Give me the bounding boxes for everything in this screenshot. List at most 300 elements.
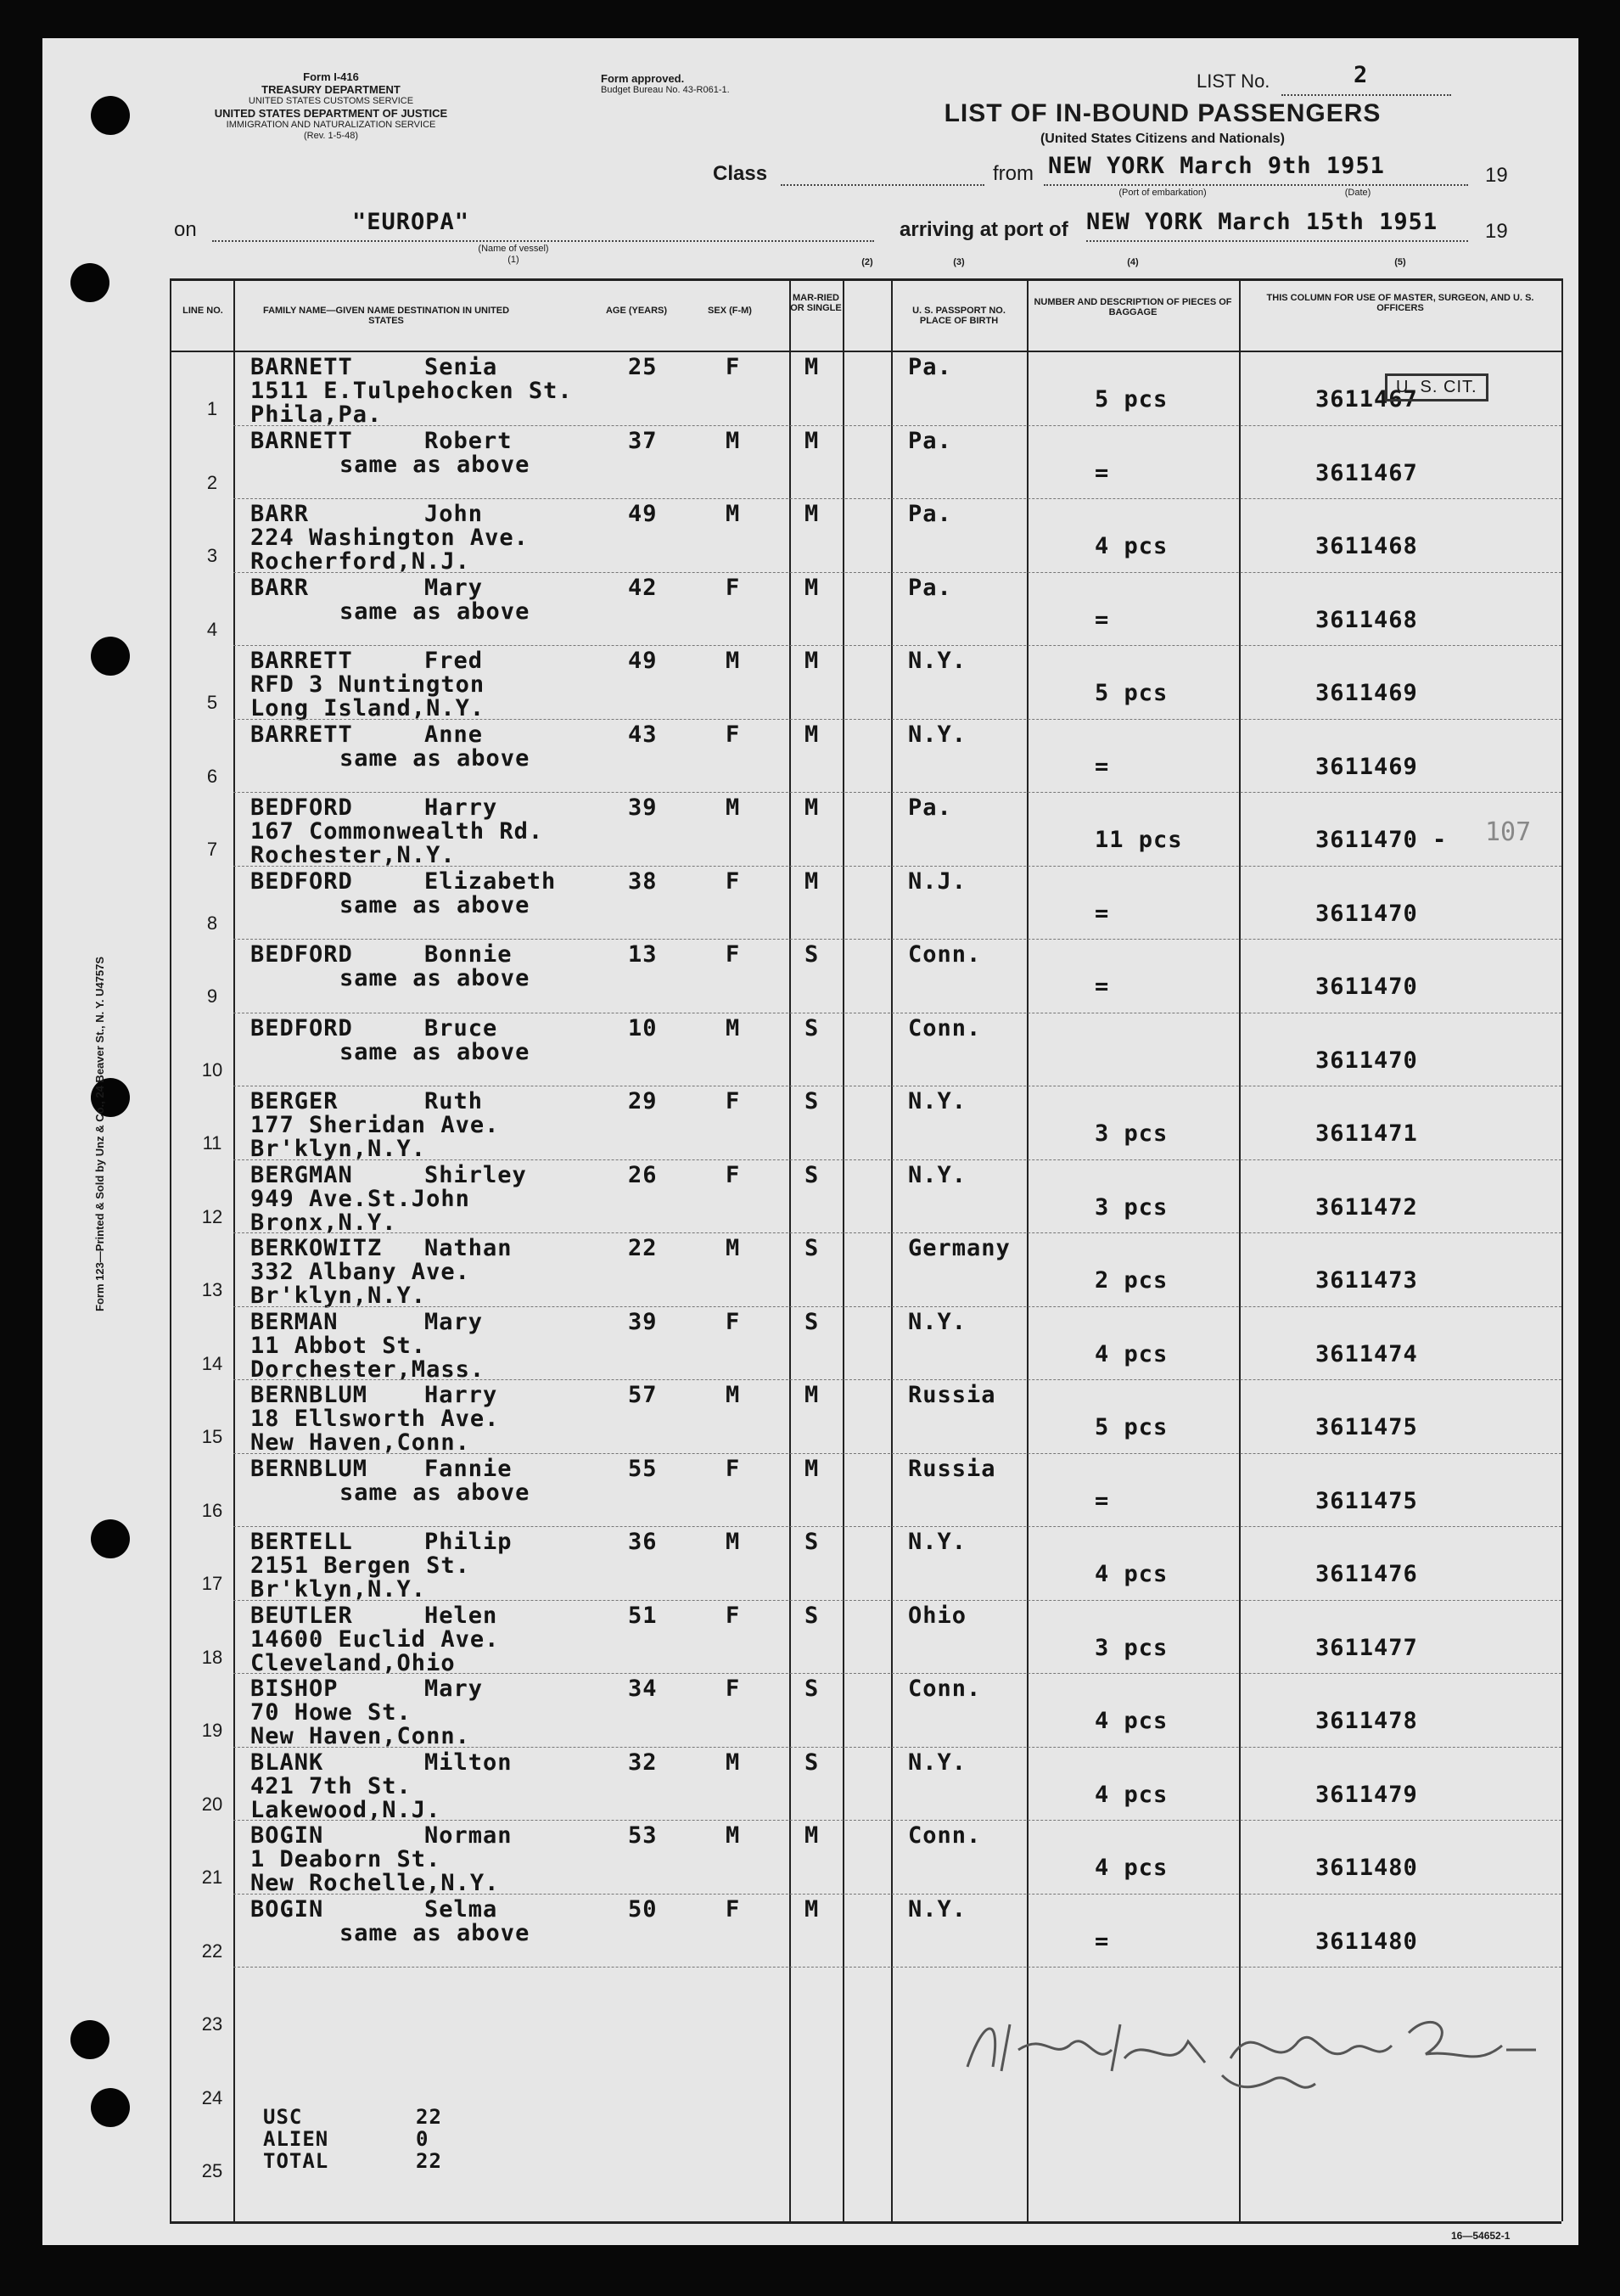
passenger-surname: BEUTLER — [250, 1602, 353, 1629]
inspector-signature — [950, 1999, 1544, 2109]
line-number: 4 — [206, 618, 218, 640]
passenger-age: 25 — [628, 354, 658, 380]
passenger-sex: M — [726, 1822, 741, 1849]
passenger-surname: BARRETT — [250, 648, 353, 674]
passenger-surname: BLANK — [250, 1749, 324, 1776]
passenger-address-2: Rochester,N.Y. — [250, 842, 456, 868]
passenger-sex: F — [726, 1161, 741, 1188]
passenger-surname: BERNBLUM — [250, 1382, 368, 1408]
passenger-birthplace: N.Y. — [908, 1088, 967, 1114]
footer-code: 16—54652-1 — [1451, 2230, 1511, 2242]
passenger-given-name: Fred — [424, 648, 484, 674]
passenger-baggage: 5 pcs — [1095, 386, 1169, 413]
passenger-age: 53 — [628, 1822, 658, 1849]
passenger-birthplace: N.Y. — [908, 1529, 967, 1555]
row-divider — [233, 1379, 1561, 1380]
passenger-sex: M — [726, 1235, 741, 1261]
passenger-address-1: 224 Washington Ave. — [250, 525, 529, 551]
passenger-address-2: Dorchester,Mass. — [250, 1356, 485, 1383]
passenger-given-name: Robert — [424, 427, 513, 454]
line-number: 19 — [201, 1720, 223, 1741]
row-divider — [233, 1453, 1561, 1454]
passenger-certificate: 3611473 — [1315, 1267, 1418, 1294]
passenger-address-1: RFD 3 Nuntington — [250, 671, 485, 698]
passenger-sex: M — [726, 1382, 741, 1408]
total-value: 0 — [416, 2127, 429, 2151]
agency-header — [161, 70, 501, 142]
col-passport: U. S. PASSPORT NO. PLACE OF BIRTH — [912, 306, 1006, 326]
from-label: from — [993, 162, 1034, 185]
passenger-age: 49 — [628, 501, 658, 527]
passenger-birthplace: N.Y. — [908, 1161, 967, 1188]
row-divider — [233, 645, 1561, 646]
passenger-given-name: Harry — [424, 1382, 498, 1408]
passenger-address-1: same as above — [339, 965, 530, 991]
line-number: 23 — [201, 2013, 223, 2035]
passenger-address-1: 1 Deaborn St. — [250, 1846, 441, 1872]
col-line: LINE NO. — [182, 306, 223, 316]
passenger-baggage: 5 pcs — [1095, 1414, 1169, 1440]
row-divider — [233, 719, 1561, 720]
passenger-sex: F — [726, 1676, 741, 1702]
passenger-sex: M — [726, 427, 741, 454]
passenger-certificate: 3611475 — [1315, 1487, 1418, 1514]
passenger-baggage: 5 pcs — [1095, 680, 1169, 706]
arriving-label: arriving at port of — [900, 218, 1068, 241]
passenger-sex: F — [726, 1895, 741, 1923]
passenger-marital-status: M — [804, 427, 820, 454]
passenger-marital-status: M — [804, 721, 820, 748]
passenger-address-1: 11 Abbot St. — [250, 1332, 427, 1359]
passenger-address-1: same as above — [339, 744, 530, 772]
line-number: 22 — [201, 1940, 223, 1962]
passenger-sex: M — [726, 1014, 741, 1041]
passenger-given-name: Bonnie — [424, 941, 513, 968]
passenger-surname: BERGMAN — [250, 1161, 353, 1188]
passenger-age: 22 — [628, 1235, 658, 1261]
passenger-address-2: New Rochelle,N.Y. — [250, 1870, 500, 1896]
passenger-birthplace: Pa. — [908, 574, 952, 601]
form-number: Form I-416 — [303, 70, 359, 83]
passenger-address-1: same as above — [339, 451, 530, 478]
passenger-address-1: 421 7th St. — [250, 1772, 412, 1799]
passenger-baggage: 2 pcs — [1095, 1267, 1169, 1294]
passenger-baggage: = — [1095, 459, 1110, 486]
ins-service: IMMIGRATION AND NATURALIZATION SERVICE — [226, 120, 436, 130]
passenger-marital-status: S — [804, 1602, 820, 1629]
passenger-address-1: 167 Commonwealth Rd. — [250, 818, 544, 845]
passenger-certificate: 3611470 — [1315, 974, 1418, 1000]
passenger-given-name: Mary — [424, 1308, 484, 1335]
passenger-sex: M — [726, 794, 741, 821]
passenger-given-name: Harry — [424, 794, 498, 821]
passenger-surname: BEDFORD — [250, 1014, 353, 1041]
passenger-surname: BERGER — [250, 1088, 339, 1114]
passenger-age: 57 — [628, 1382, 658, 1408]
punch-hole — [91, 96, 130, 135]
port-emb-label: (Port of embarkation) — [1118, 188, 1207, 198]
passenger-baggage: 4 pcs — [1095, 533, 1169, 559]
passenger-address-1: 177 Sheridan Ave. — [250, 1112, 500, 1138]
total-label: ALIEN — [263, 2127, 329, 2151]
vessel-num: (1) — [507, 255, 519, 265]
passenger-certificate: 3611479 — [1315, 1781, 1418, 1808]
passenger-given-name: Helen — [424, 1602, 498, 1629]
passenger-age: 43 — [628, 721, 658, 748]
passenger-given-name: Nathan — [424, 1235, 513, 1261]
passenger-age: 42 — [628, 574, 658, 601]
passenger-baggage: = — [1095, 753, 1110, 780]
approval-note — [601, 72, 796, 96]
line-number: 25 — [201, 2160, 223, 2181]
passenger-baggage: = — [1095, 1928, 1110, 1955]
col-baggage: NUMBER AND DESCRIPTION OF PIECES OF BAGGAGE — [1034, 297, 1232, 317]
passenger-baggage: = — [1095, 900, 1110, 927]
us-cit-stamp: U. S. CIT. — [1385, 373, 1488, 401]
passenger-birthplace: N.Y. — [908, 1749, 967, 1776]
passenger-birthplace: Russia — [908, 1455, 996, 1482]
passenger-address-1: 14600 Euclid Ave. — [250, 1625, 500, 1653]
passenger-marital-status: M — [804, 794, 820, 821]
row-divider — [233, 498, 1561, 499]
passenger-birthplace: Conn. — [908, 1676, 982, 1702]
passenger-address-1: 70 Howe St. — [250, 1699, 412, 1726]
line-number: 7 — [206, 839, 218, 860]
passenger-certificate: 3611470 — [1315, 1047, 1418, 1074]
class-label: Class — [713, 162, 768, 185]
passenger-address-1: same as above — [339, 891, 530, 918]
passenger-address-2: Br'klyn,N.Y. — [250, 1136, 427, 1162]
passenger-birthplace: N.J. — [908, 867, 967, 895]
passenger-sex: M — [726, 501, 741, 527]
passenger-age: 36 — [628, 1529, 658, 1555]
passenger-given-name: Milton — [424, 1749, 513, 1776]
passenger-certificate: 3611470 — [1315, 900, 1418, 927]
year-suffix2: 19 — [1485, 220, 1508, 243]
row-divider — [233, 866, 1561, 867]
passenger-age: 38 — [628, 867, 658, 895]
passenger-baggage: 4 pcs — [1095, 1781, 1169, 1808]
passenger-age: 51 — [628, 1602, 658, 1629]
row-divider — [233, 939, 1561, 940]
passenger-surname: BISHOP — [250, 1676, 339, 1702]
line-number: 10 — [201, 1058, 223, 1081]
passenger-sex: F — [726, 941, 741, 968]
passenger-birthplace: Pa. — [908, 794, 952, 821]
passenger-birthplace: Pa. — [908, 501, 952, 527]
line-number: 1 — [206, 398, 218, 419]
passenger-birthplace: Ohio — [908, 1602, 967, 1629]
passenger-baggage: 11 pcs — [1095, 827, 1183, 853]
passenger-certificate: 3611476 — [1315, 1561, 1418, 1587]
line-number: 3 — [206, 545, 218, 566]
passenger-certificate: 3611471 — [1315, 1120, 1418, 1147]
passenger-marital-status: M — [804, 867, 820, 895]
row-divider — [233, 1232, 1561, 1233]
col-married: MAR-RIED OR SINGLE — [790, 293, 842, 313]
passenger-marital-status: M — [804, 1822, 820, 1849]
row-divider — [233, 792, 1561, 793]
passenger-baggage: 4 pcs — [1095, 1561, 1169, 1587]
passenger-certificate: 3611467 — [1315, 386, 1418, 413]
row-divider — [233, 1820, 1561, 1821]
passenger-surname: BEDFORD — [250, 941, 353, 968]
passenger-age: 50 — [628, 1895, 658, 1923]
col-name: FAMILY NAME—GIVEN NAME DESTINATION IN UNITED STATES — [262, 306, 510, 326]
passenger-surname: BERTELL — [250, 1529, 353, 1555]
passenger-address-2: New Haven,Conn. — [250, 1723, 470, 1749]
col-num-5: (5) — [1394, 257, 1406, 267]
row-divider — [233, 1967, 1561, 1968]
passenger-age: 34 — [628, 1676, 658, 1702]
revision: (Rev. 1-5-48) — [304, 131, 358, 141]
passenger-certificate: 3611472 — [1315, 1193, 1418, 1221]
punch-hole — [70, 2020, 109, 2059]
passenger-certificate: 3611469 — [1315, 680, 1418, 706]
passenger-sex: F — [726, 1308, 741, 1335]
passenger-address-1: 2151 Bergen St. — [250, 1552, 470, 1579]
passenger-surname: BERMAN — [250, 1308, 339, 1335]
total-value: 22 — [416, 2105, 442, 2129]
passenger-given-name: Senia — [424, 354, 498, 380]
row-divider — [233, 1894, 1561, 1895]
passenger-sex: M — [726, 1749, 741, 1776]
passenger-surname: BARR — [250, 574, 310, 601]
col-num-4: (4) — [1127, 257, 1139, 267]
passenger-marital-status: S — [804, 1749, 820, 1776]
passenger-birthplace: N.Y. — [908, 721, 967, 748]
row-divider — [233, 1747, 1561, 1748]
passenger-certificate: 3611468 — [1315, 606, 1418, 633]
passenger-surname: BARR — [250, 501, 310, 527]
passenger-sex: F — [726, 1455, 741, 1482]
row-divider — [233, 1526, 1561, 1527]
passenger-marital-status: S — [804, 1235, 820, 1261]
passenger-marital-status: S — [804, 1161, 820, 1188]
justice-dept: UNITED STATES DEPARTMENT OF JUSTICE — [214, 107, 448, 120]
form-approved: Form approved. — [601, 72, 685, 85]
row-divider — [233, 1306, 1561, 1307]
line-number: 11 — [202, 1132, 222, 1154]
passenger-birthplace: Germany — [908, 1235, 1011, 1261]
passenger-given-name: Mary — [424, 1676, 484, 1702]
passenger-marital-status: M — [804, 1382, 820, 1408]
row-divider — [233, 425, 1561, 426]
passenger-age: 39 — [628, 794, 658, 821]
treasury-dept: TREASURY DEPARTMENT — [261, 83, 401, 96]
passenger-address-2: Lakewood,N.J. — [250, 1796, 441, 1823]
passenger-birthplace: Conn. — [908, 1822, 982, 1849]
line-number: 6 — [206, 765, 218, 787]
passenger-sex: M — [726, 648, 741, 674]
punch-hole — [91, 2088, 130, 2127]
passenger-sex: F — [726, 1088, 741, 1114]
passenger-baggage: = — [1095, 606, 1110, 633]
passenger-age: 39 — [628, 1308, 658, 1335]
row-divider — [233, 572, 1561, 573]
passenger-address-2: Bronx,N.Y. — [250, 1209, 397, 1236]
passenger-birthplace: Conn. — [908, 1014, 982, 1041]
total-label: USC — [263, 2105, 303, 2129]
col-officers: THIS COLUMN FOR USE OF MASTER, SURGEON, AND U. S. OFFICERS — [1266, 293, 1534, 313]
passenger-sex: M — [726, 1529, 741, 1555]
row-divider — [233, 1673, 1561, 1674]
passenger-given-name: Anne — [424, 721, 484, 748]
passenger-age: 32 — [628, 1749, 658, 1776]
passenger-address-2: Cleveland,Ohio — [250, 1649, 456, 1676]
passenger-age: 49 — [628, 648, 658, 674]
passenger-baggage: 4 pcs — [1095, 1708, 1169, 1734]
from-value: NEW YORK March 9th 1951 — [1048, 153, 1385, 179]
col-num-2: (2) — [861, 257, 873, 267]
passenger-certificate: 3611480 — [1315, 1928, 1418, 1955]
passenger-given-name: Bruce — [424, 1014, 498, 1041]
line-number: 9 — [206, 985, 218, 1007]
passenger-age: 37 — [628, 427, 658, 454]
passenger-certificate: 3611478 — [1315, 1708, 1418, 1734]
year-suffix: 19 — [1485, 164, 1508, 187]
passenger-certificate: 3611469 — [1315, 753, 1418, 780]
passenger-certificate: 3611467 — [1315, 459, 1418, 486]
passenger-surname: BEDFORD — [250, 867, 353, 895]
passenger-certificate: 3611470 - — [1315, 827, 1448, 853]
passenger-sex: F — [726, 721, 741, 748]
line-number: 21 — [201, 1867, 223, 1888]
passenger-baggage: = — [1095, 1487, 1110, 1514]
vessel-name: "EUROPA" — [352, 209, 470, 235]
passenger-certificate: 3611468 — [1315, 533, 1418, 559]
passenger-address-1: same as above — [339, 1919, 530, 1946]
passenger-marital-status: S — [804, 1308, 820, 1335]
passenger-surname: BEDFORD — [250, 794, 353, 821]
passenger-marital-status: S — [804, 941, 820, 968]
passenger-age: 10 — [628, 1014, 658, 1041]
passenger-baggage: 4 pcs — [1095, 1340, 1169, 1367]
passenger-surname: BARNETT — [250, 354, 353, 380]
passenger-marital-status: M — [804, 574, 820, 601]
passenger-given-name: Selma — [424, 1895, 498, 1923]
passenger-sex: F — [726, 574, 741, 601]
passenger-baggage: = — [1095, 974, 1110, 1000]
passenger-given-name: Elizabeth — [424, 867, 557, 895]
col-age: AGE (YEARS) — [605, 306, 668, 316]
passenger-marital-status: S — [804, 1014, 820, 1041]
passenger-given-name: Norman — [424, 1822, 513, 1849]
line-number: 8 — [206, 912, 218, 934]
budget-bureau: Budget Bureau No. 43-R061-1. — [601, 85, 730, 95]
customs-service: UNITED STATES CUSTOMS SERVICE — [248, 96, 414, 106]
passenger-marital-status: S — [804, 1529, 820, 1555]
passenger-address-2: Br'klyn,N.Y. — [250, 1576, 427, 1603]
passenger-sex: F — [726, 867, 741, 895]
line-number: 20 — [201, 1793, 223, 1815]
passenger-surname: BARNETT — [250, 427, 353, 454]
passenger-marital-status: M — [804, 354, 820, 380]
punch-hole — [91, 1519, 130, 1558]
signature-svg — [950, 1999, 1544, 2109]
passenger-baggage: 3 pcs — [1095, 1634, 1169, 1661]
passenger-address-2: Br'klyn,N.Y. — [250, 1283, 427, 1309]
punch-hole — [91, 637, 130, 676]
punch-hole — [70, 263, 109, 302]
passenger-address-2: Long Island,N.Y. — [250, 695, 485, 721]
passenger-age: 55 — [628, 1455, 658, 1482]
passenger-surname: BARRETT — [250, 721, 353, 748]
passenger-given-name: Shirley — [424, 1161, 527, 1188]
arriving-value: NEW YORK March 15th 1951 — [1086, 209, 1438, 235]
passenger-certificate: 3611477 — [1315, 1634, 1418, 1661]
passenger-surname: BOGIN — [250, 1822, 324, 1849]
form-title: LIST OF IN-BOUND PASSENGERS — [944, 99, 1382, 127]
passenger-baggage: 4 pcs — [1095, 1855, 1169, 1881]
passenger-address-1: same as above — [339, 1038, 530, 1065]
passenger-age: 29 — [628, 1088, 658, 1114]
passenger-address-2: Rocherford,N.J. — [250, 548, 470, 575]
line-number: 2 — [206, 471, 218, 493]
manifest-sheet — [42, 38, 1578, 2245]
printer-imprint: Form 123—Printed & Sold by Unz & Co., 24 Beaver St., N. Y. U4757S — [93, 956, 106, 1311]
passenger-address-2: New Haven,Conn. — [250, 1429, 470, 1456]
passenger-address-1: 332 Albany Ave. — [250, 1259, 470, 1285]
passenger-age: 26 — [628, 1161, 658, 1188]
line-number: 17 — [201, 1573, 223, 1594]
list-no-value: 2 — [1354, 62, 1369, 88]
line-number: 13 — [201, 1279, 223, 1300]
form-subtitle: (United States Citizens and Nationals) — [1040, 132, 1286, 146]
vessel-label: (Name of vessel) — [478, 244, 549, 254]
col-sex: SEX (F-M) — [708, 306, 752, 316]
passenger-surname: BERKOWITZ — [250, 1235, 383, 1261]
passenger-birthplace: N.Y. — [908, 1895, 967, 1923]
passenger-given-name: Fannie — [424, 1455, 513, 1482]
passenger-sex: F — [726, 1602, 741, 1629]
passenger-marital-status: S — [804, 1676, 820, 1702]
passenger-address-1: 1511 E.Tulpehocken St. — [250, 378, 573, 404]
passenger-certificate: 3611480 — [1315, 1855, 1418, 1881]
passenger-given-name: John — [424, 501, 484, 527]
passenger-birthplace: Conn. — [908, 941, 982, 968]
passenger-marital-status: M — [804, 648, 820, 674]
total-value: 22 — [416, 2149, 442, 2173]
passenger-sex: F — [726, 354, 741, 380]
passenger-surname: BERNBLUM — [250, 1455, 368, 1482]
line-number: 5 — [206, 692, 218, 713]
line-number: 14 — [201, 1352, 223, 1374]
passenger-birthplace: Pa. — [908, 427, 952, 454]
line-number: 18 — [201, 1646, 223, 1668]
list-no-label: LIST No. — [1197, 70, 1270, 92]
line-number: 24 — [201, 2086, 223, 2108]
passenger-certificate: 3611475 — [1315, 1414, 1418, 1440]
passenger-address-2: Phila,Pa. — [250, 401, 383, 428]
passenger-marital-status: M — [804, 501, 820, 527]
passenger-given-name: Ruth — [424, 1088, 484, 1114]
passenger-given-name: Philip — [424, 1529, 513, 1555]
passenger-baggage: 3 pcs — [1095, 1120, 1169, 1147]
on-label: on — [174, 218, 197, 241]
passenger-birthplace: N.Y. — [908, 648, 967, 674]
passenger-birthplace: Russia — [908, 1382, 996, 1408]
passenger-marital-status: M — [804, 1895, 820, 1923]
passenger-address-1: same as above — [339, 598, 530, 625]
total-label: TOTAL — [263, 2149, 329, 2173]
passenger-baggage: 3 pcs — [1095, 1193, 1169, 1221]
row-divider — [233, 1600, 1561, 1601]
passenger-birthplace: N.Y. — [908, 1308, 967, 1335]
passenger-birthplace: Pa. — [908, 354, 952, 380]
line-number: 16 — [201, 1499, 223, 1521]
date-label: (Date) — [1344, 188, 1371, 198]
